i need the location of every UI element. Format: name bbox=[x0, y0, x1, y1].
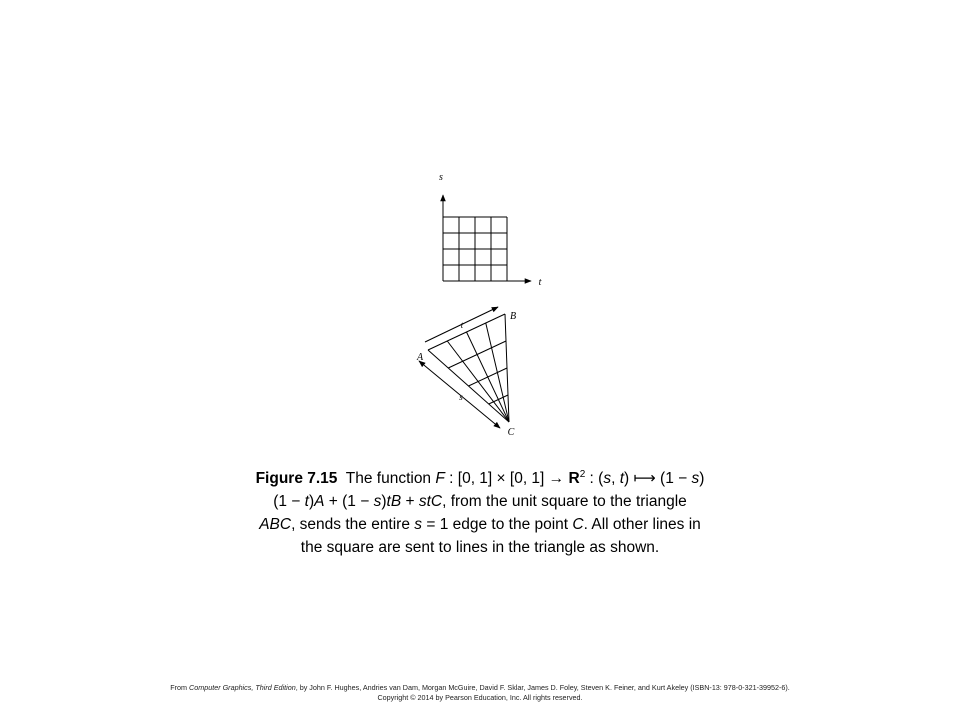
edge-t-label: t bbox=[460, 320, 464, 330]
figure-label: Figure 7.15 bbox=[255, 470, 338, 488]
caption-line-2: (1 − t)A + (1 − s)tB + stC, from the unit square to the triangle bbox=[273, 493, 687, 511]
triangle-s-line bbox=[428, 314, 505, 350]
vertex-b-label: B bbox=[509, 311, 517, 322]
unit-square-grid bbox=[443, 195, 531, 281]
vertex-a-label: A bbox=[416, 352, 424, 363]
book-title: Computer Graphics, Third Edition bbox=[189, 683, 296, 692]
caption-line-4: the square are sent to lines in the triangle as shown. bbox=[300, 539, 660, 557]
s-axis-label: s bbox=[439, 172, 443, 183]
t-axis-label: t bbox=[538, 277, 542, 288]
copyright-footer bbox=[0, 683, 960, 703]
vertex-c-label: C bbox=[507, 427, 515, 438]
caption-line-3: ABC, sends the entire s = 1 edge to the point C. All other lines in bbox=[259, 516, 701, 534]
triangle-s-line bbox=[448, 341, 506, 368]
triangle-abc bbox=[419, 307, 509, 428]
caption-line-1: Figure 7.15 The function F : [0, 1] × [0, $1] \to R^2$ : (s, t) ⟼ (1 − s) bbox=[255, 469, 705, 488]
figure-caption bbox=[240, 463, 720, 559]
edge-s-label: s bbox=[459, 392, 463, 402]
footer-line-2: Copyright © 2014 by Pearson Education, Inc. All rights reserved. bbox=[377, 693, 583, 702]
footer-line-1: From Computer Graphics, Third Edition, by John F. Hughes, Andries van Dam, Morgan McGuire, David F. Sklar, James D. Foley, Steven K. Feiner, and Kurt Akeley (ISBN-13: 978-0-321-39952-6). bbox=[170, 683, 790, 692]
